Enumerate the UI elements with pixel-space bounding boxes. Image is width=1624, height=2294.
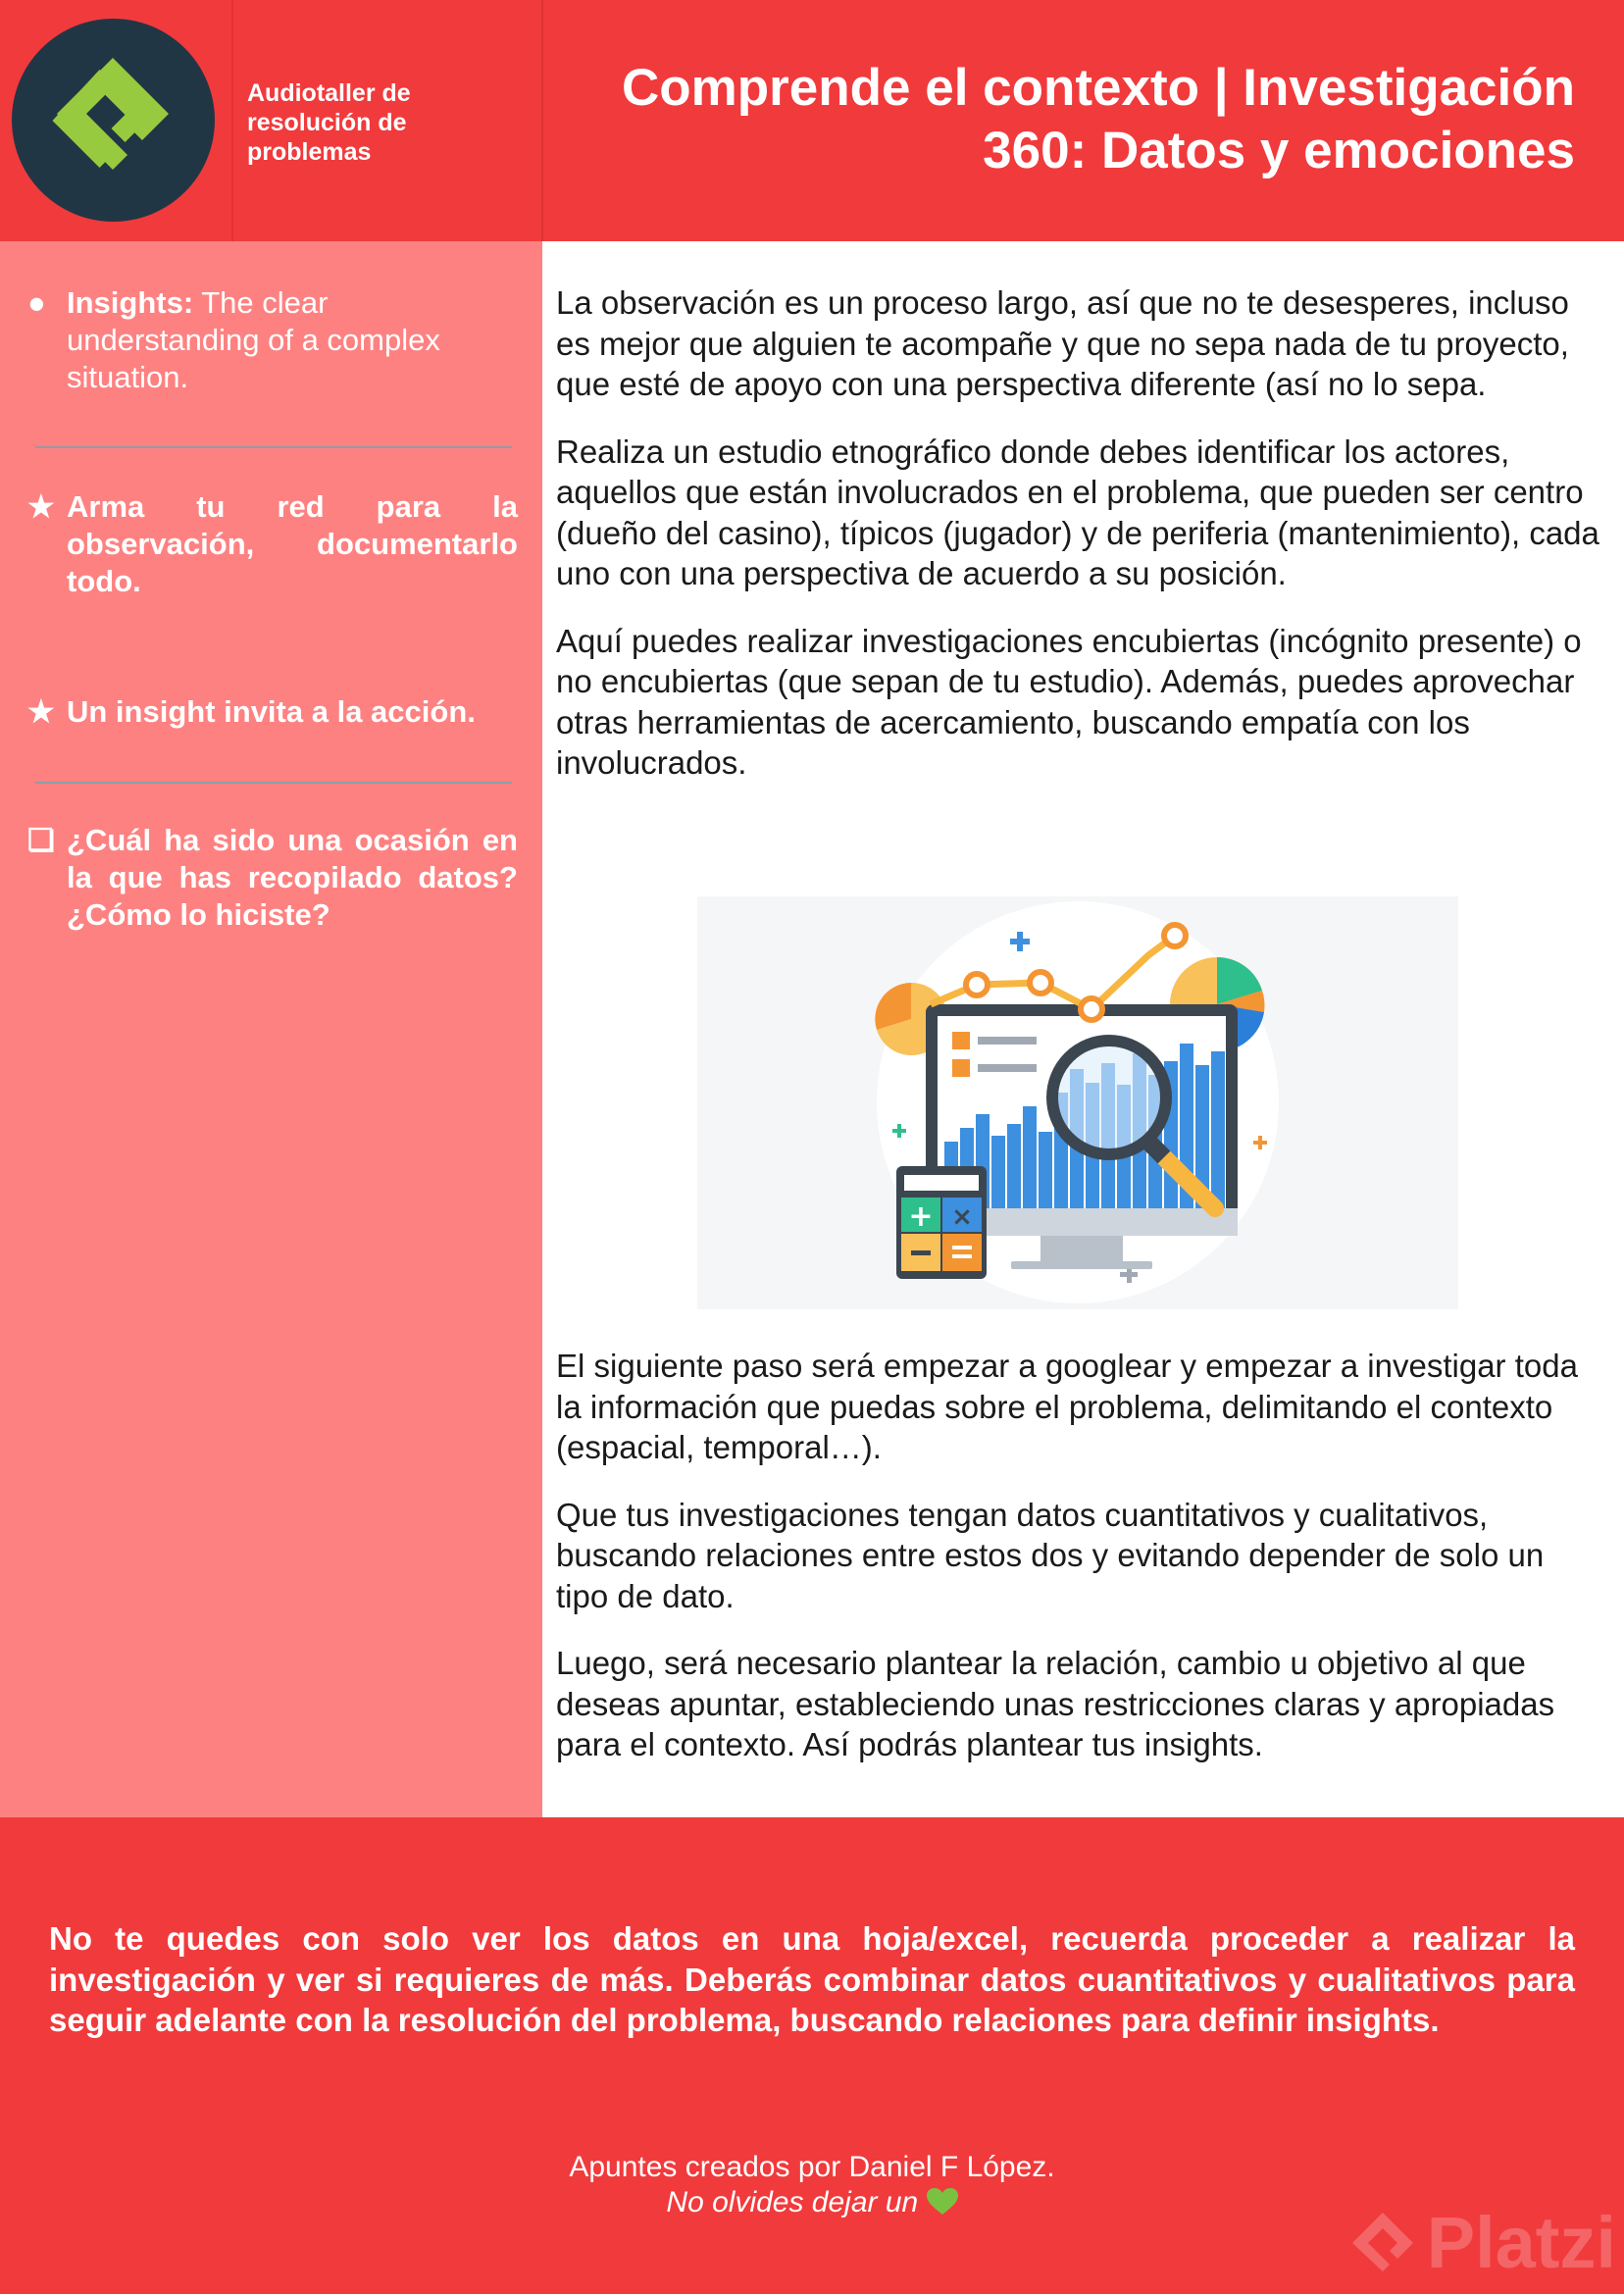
page-header	[0, 0, 1624, 241]
paragraph: Realiza un estudio etnográfico donde debes identificar los actores, aquellos que están involucrados en el problema, que pueden ser centro (dueño del casino), típicos (jugador) y de periferia (mantenimiento), cada uno con una perspectiva de acuerdo a su posición.	[556, 433, 1599, 591]
svg-text:+: +	[908, 1199, 934, 1234]
star-icon: ★	[27, 489, 55, 524]
checkbox-icon: ❏	[27, 823, 55, 857]
sidebar-item-red	[27, 488, 518, 600]
sidebar-item-text: Arma tu red para la observación, documentarlo todo.	[67, 489, 518, 598]
sidebar-item-text	[67, 284, 518, 396]
green-heart-icon	[927, 2186, 958, 2218]
header-divider	[541, 0, 543, 241]
bullet-icon: ●	[27, 285, 46, 320]
header-divider	[231, 0, 233, 241]
conclusion-text: No te quedes con solo ver los datos en una hoja/excel, recuerda proceder a realizar la investigación y ver si requieres de más. Deberás combinar datos cuantitativos y cualitativos para seguir adelante con la resolución del problema, buscando relaciones para definir insights.	[49, 1920, 1575, 2038]
sidebar-definition: The clear understanding of a complex situation.	[67, 285, 440, 394]
star-icon: ★	[27, 694, 55, 729]
sidebar-item-text: ¿Cuál ha sido una ocasión en la que has recopilado datos?¿Cómo lo hiciste?	[67, 823, 518, 932]
page-title: Comprende el contexto | Investigación 360: Datos y emociones	[622, 59, 1575, 179]
paragraph: El siguiente paso será empezar a googlear y empezar a investigar toda la información que puedas sobre el problema, delimitando el contexto (espacial, temporal…).	[556, 1348, 1578, 1465]
sidebar-item-insight-accion	[27, 693, 518, 731]
sidebar	[0, 241, 542, 1817]
sidebar-item-insights	[27, 284, 518, 396]
watermark	[1348, 2201, 1616, 2284]
sidebar-term: Insights:	[67, 285, 194, 320]
brand-name: Audiotaller de resolución de problemas	[247, 79, 411, 166]
illustration	[697, 896, 1458, 1309]
sidebar-item-question	[27, 822, 518, 934]
paragraph: La observación es un proceso largo, así que no te desesperes, incluso es mejor que alguien te acompañe y que no sepa nada de tu proyecto, que esté de apoyo con una perspectiva diferente (así no lo sepa.	[556, 284, 1569, 402]
logo	[12, 19, 215, 222]
platzi-logo-icon	[1348, 2209, 1417, 2277]
data-analytics-illustration-icon	[697, 896, 1458, 1309]
author-credit: Apuntes creados por Daniel F López.	[569, 2151, 1055, 2183]
platzi-logo-icon	[12, 19, 215, 222]
sidebar-divider	[35, 782, 512, 784]
sidebar-item-text: Un insight invita a la acción.	[67, 694, 476, 729]
reminder-text: No olvides dejar un	[666, 2186, 919, 2218]
paragraph: Que tus investigaciones tengan datos cuantitativos y cualitativos, buscando relaciones entre estos dos y evitando depender de solo un tipo de dato.	[556, 1496, 1545, 1614]
main-content-continued	[556, 1346, 1601, 1792]
paragraph: Aquí puedes realizar investigaciones encubiertas (incógnito presente) o no encubiertas (que sepan de tu estudio). Además, puedes aprovechar otras herramientas de acercamiento, buscando empatía con los involucrados.	[556, 622, 1582, 781]
paragraph: Luego, será necesario plantear la relación, cambio u objetivo al que deseas apuntar, estableciendo unas restricciones claras y apropiadas para el contexto. Así podrás plantear tus insights.	[556, 1645, 1555, 1762]
sidebar-divider	[35, 446, 512, 448]
svg-text:×: ×	[951, 1202, 973, 1232]
main-content	[556, 282, 1601, 810]
watermark-text: Platzi	[1426, 2202, 1616, 2283]
